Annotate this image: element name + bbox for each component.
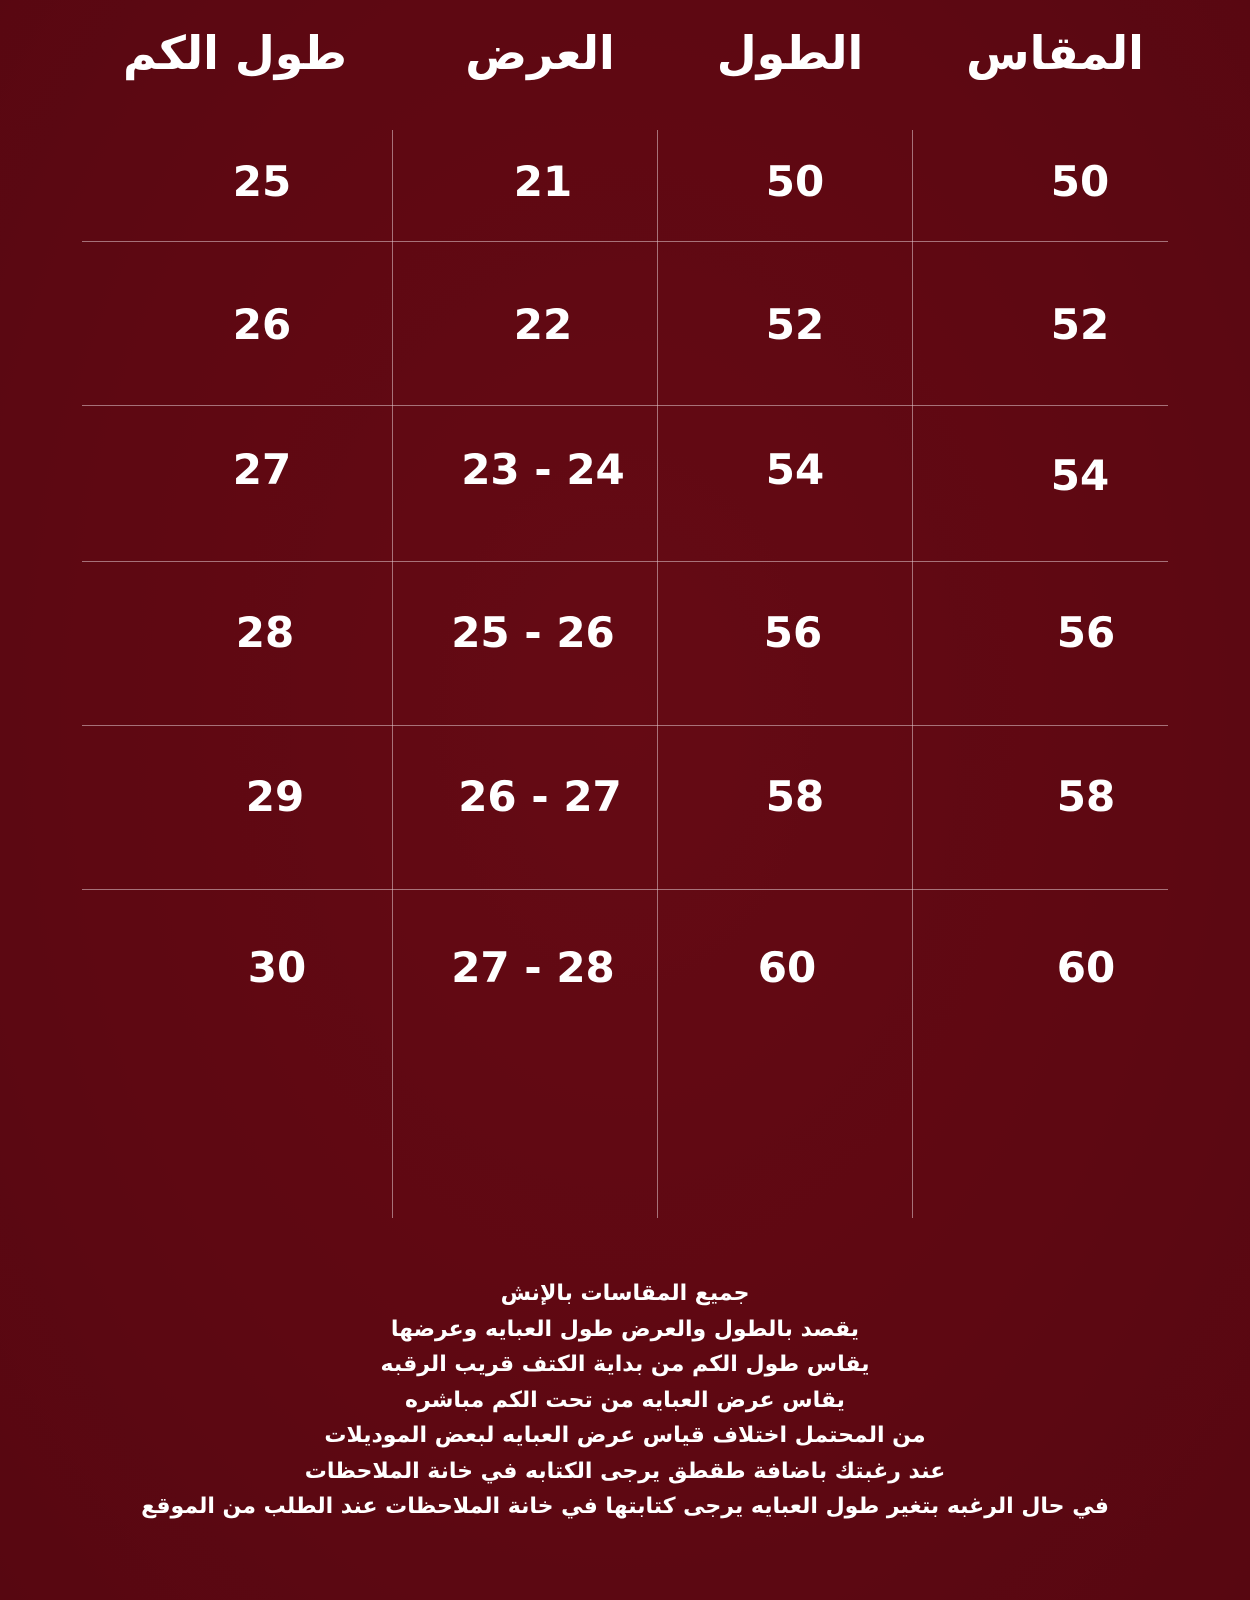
grid-divider-vertical <box>657 130 658 1218</box>
cell-width: 23 - 24 <box>461 445 625 494</box>
grid-divider-horizontal <box>82 561 1168 562</box>
cell-width: 22 <box>513 300 573 349</box>
grid-divider-horizontal <box>82 725 1168 726</box>
cell-length: 52 <box>765 300 825 349</box>
cell-sleeve-length: 29 <box>245 772 305 821</box>
header-length: الطول <box>716 26 864 80</box>
grid-divider-horizontal <box>82 405 1168 406</box>
header-sleeve-length: طول الكم <box>123 26 347 80</box>
cell-size: 60 <box>1056 943 1116 992</box>
note-line: يقاس عرض العبايه من تحت الكم مباشره <box>405 1387 845 1413</box>
note-line: يقاس طول الكم من بداية الكتف قريب الرقبه <box>380 1352 870 1377</box>
cell-sleeve-length: 27 <box>232 445 292 494</box>
cell-sleeve-length: 28 <box>235 608 295 657</box>
cell-width: 26 - 27 <box>458 772 622 821</box>
cell-length: 54 <box>765 445 825 494</box>
note-line: جميع المقاسات بالإنش <box>500 1281 750 1306</box>
header-size: المقاس <box>966 26 1144 80</box>
header-width: العرض <box>465 26 615 80</box>
cell-sleeve-length: 26 <box>232 300 292 349</box>
grid-divider-horizontal <box>82 241 1168 242</box>
cell-width: 21 <box>513 157 573 206</box>
note-line: عند رغبتك باضافة طقطق يرجى الكتابه في خانة الملاحظات <box>304 1458 946 1484</box>
cell-width: 27 - 28 <box>451 943 615 992</box>
cell-size: 58 <box>1056 772 1116 821</box>
cell-length: 56 <box>763 608 823 657</box>
note-line: في حال الرغبه بتغير طول العبايه يرجى كتابتها في خانة الملاحظات عند الطلب من الموقع <box>141 1494 1109 1519</box>
table-header-row <box>0 18 1250 88</box>
cell-size: 54 <box>1050 451 1110 500</box>
grid-divider-vertical <box>912 130 913 1218</box>
cell-length: 58 <box>765 772 825 821</box>
cell-length: 60 <box>757 943 817 992</box>
grid-divider-horizontal <box>82 889 1168 890</box>
note-line: يقصد بالطول والعرض طول العبايه وعرضها <box>390 1316 860 1342</box>
cell-size: 52 <box>1050 300 1110 349</box>
cell-sleeve-length: 30 <box>247 943 307 992</box>
grid-divider-vertical <box>392 130 393 1218</box>
cell-size: 56 <box>1056 608 1116 657</box>
size-notes <box>0 1276 1250 1525</box>
cell-width: 25 - 26 <box>451 608 615 657</box>
cell-size: 50 <box>1050 157 1110 206</box>
cell-sleeve-length: 25 <box>232 157 292 206</box>
note-line: من المحتمل اختلاف قياس عرض العبايه لبعض الموديلات <box>324 1423 926 1448</box>
cell-length: 50 <box>765 157 825 206</box>
